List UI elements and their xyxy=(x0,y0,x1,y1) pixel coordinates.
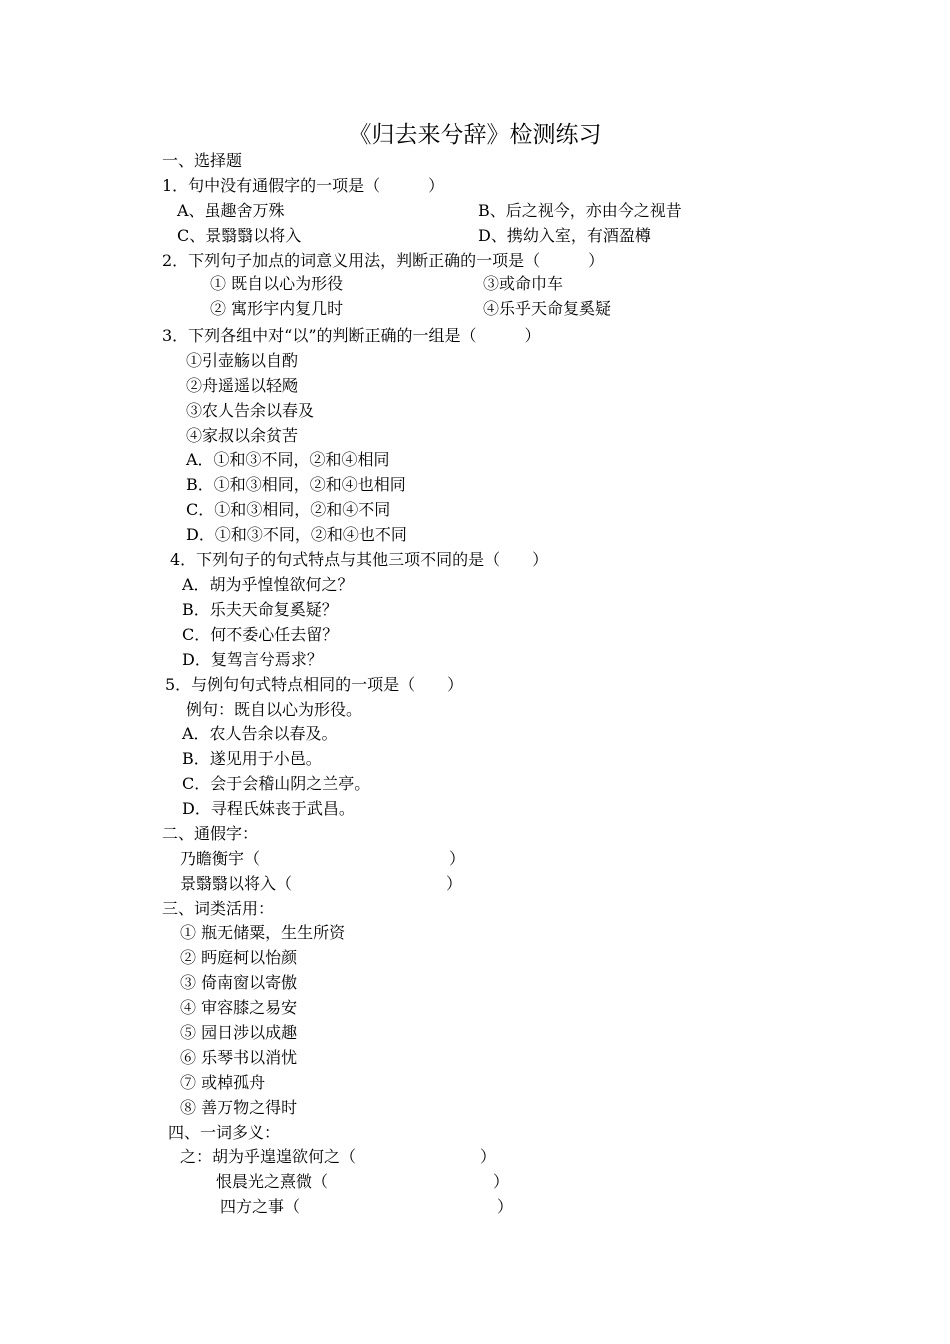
section-heading: 二、通假字： xyxy=(162,824,259,843)
sentence-item: ① 既自以心为形役 xyxy=(210,274,344,293)
option-d: D、携幼入室，有酒盈樽 xyxy=(478,226,651,245)
blank-close: ） xyxy=(480,1147,497,1166)
blank-close: ） xyxy=(493,1172,510,1191)
blank-close: ） xyxy=(497,1197,514,1216)
sentence-item: ④乐乎天命复奚疑 xyxy=(483,299,612,318)
sentence-item: ③农人告余以春及 xyxy=(186,401,315,420)
option-b: B．遂见用于小邑。 xyxy=(182,749,322,768)
list-item: ⑦ 或棹孤舟 xyxy=(180,1073,266,1092)
option-d: D．寻程氏妹丧于武昌。 xyxy=(182,799,355,818)
option-d: D．复驾言兮焉求？ xyxy=(182,650,323,669)
list-item: ③ 倚南窗以寄傲 xyxy=(180,973,298,992)
option-c: C．何不委心任去留？ xyxy=(182,625,339,644)
option-d: D．①和③不同，②和④也不同 xyxy=(186,525,407,544)
option-a: A．胡为乎惶惶欲何之？ xyxy=(182,575,354,594)
list-item: ⑥ 乐琴书以消忧 xyxy=(180,1048,298,1067)
question-stem: 1．句中没有通假字的一项是（ ） xyxy=(162,176,445,195)
blank-close: ） xyxy=(446,874,463,893)
example-sentence: 例句：既自以心为形役。 xyxy=(186,700,363,719)
fill-blank-line: 景翳翳以将入（ xyxy=(180,874,293,893)
fill-blank-line: 恨晨光之熹微（ xyxy=(216,1172,329,1191)
option-b: B．乐夫天命复奚疑？ xyxy=(182,600,338,619)
list-item: ② 眄庭柯以怡颜 xyxy=(180,948,298,967)
section-heading: 四、一词多义： xyxy=(168,1123,281,1142)
sentence-item: ②舟遥遥以轻飏 xyxy=(186,376,299,395)
fill-blank-line: 四方之事（ xyxy=(220,1197,301,1216)
list-item: ④ 审容膝之易安 xyxy=(180,998,298,1017)
fill-blank-line: 乃瞻衡宇（ xyxy=(180,849,261,868)
option-c: C、景翳翳以将入 xyxy=(177,226,302,245)
question-stem: 4．下列句子的句式特点与其他三项不同的是（ ） xyxy=(170,550,549,569)
fill-blank-line: 之：胡为乎遑遑欲何之（ xyxy=(180,1147,357,1166)
sentence-item: ③或命巾车 xyxy=(483,274,564,293)
option-b: B、后之视今，亦由今之视昔 xyxy=(478,201,682,220)
option-c: C．会于会稽山阴之兰亭。 xyxy=(182,774,371,793)
option-c: C．①和③相同，②和④不同 xyxy=(186,500,391,519)
question-stem: 2．下列句子加点的词意义用法，判断正确的一项是（ ） xyxy=(162,251,605,270)
section-heading: 三、词类活用： xyxy=(162,899,275,918)
list-item: ⑧ 善万物之得时 xyxy=(180,1098,298,1117)
question-stem: 5．与例句句式特点相同的一项是（ ） xyxy=(165,675,464,694)
blank-close: ） xyxy=(449,849,466,868)
option-a: A．农人告余以春及。 xyxy=(182,724,338,743)
section-heading: 一、选择题 xyxy=(162,151,243,170)
document-title: 《归去来兮辞》检测练习 xyxy=(348,122,602,148)
list-item: ① 瓶无储粟，生生所资 xyxy=(180,923,346,942)
option-a: A．①和③不同，②和④相同 xyxy=(186,450,390,469)
list-item: ⑤ 园日涉以成趣 xyxy=(180,1023,298,1042)
option-b: B．①和③相同，②和④也相同 xyxy=(186,475,406,494)
sentence-item: ② 寓形宇内复几时 xyxy=(210,299,344,318)
option-a: A、虽趣舍万殊 xyxy=(177,201,285,220)
question-stem: 3．下列各组中对“以”的判断正确的一组是（ ） xyxy=(162,326,541,345)
sentence-item: ④家叔以余贫苦 xyxy=(186,426,299,445)
sentence-item: ①引壶觞以自酌 xyxy=(186,351,299,370)
